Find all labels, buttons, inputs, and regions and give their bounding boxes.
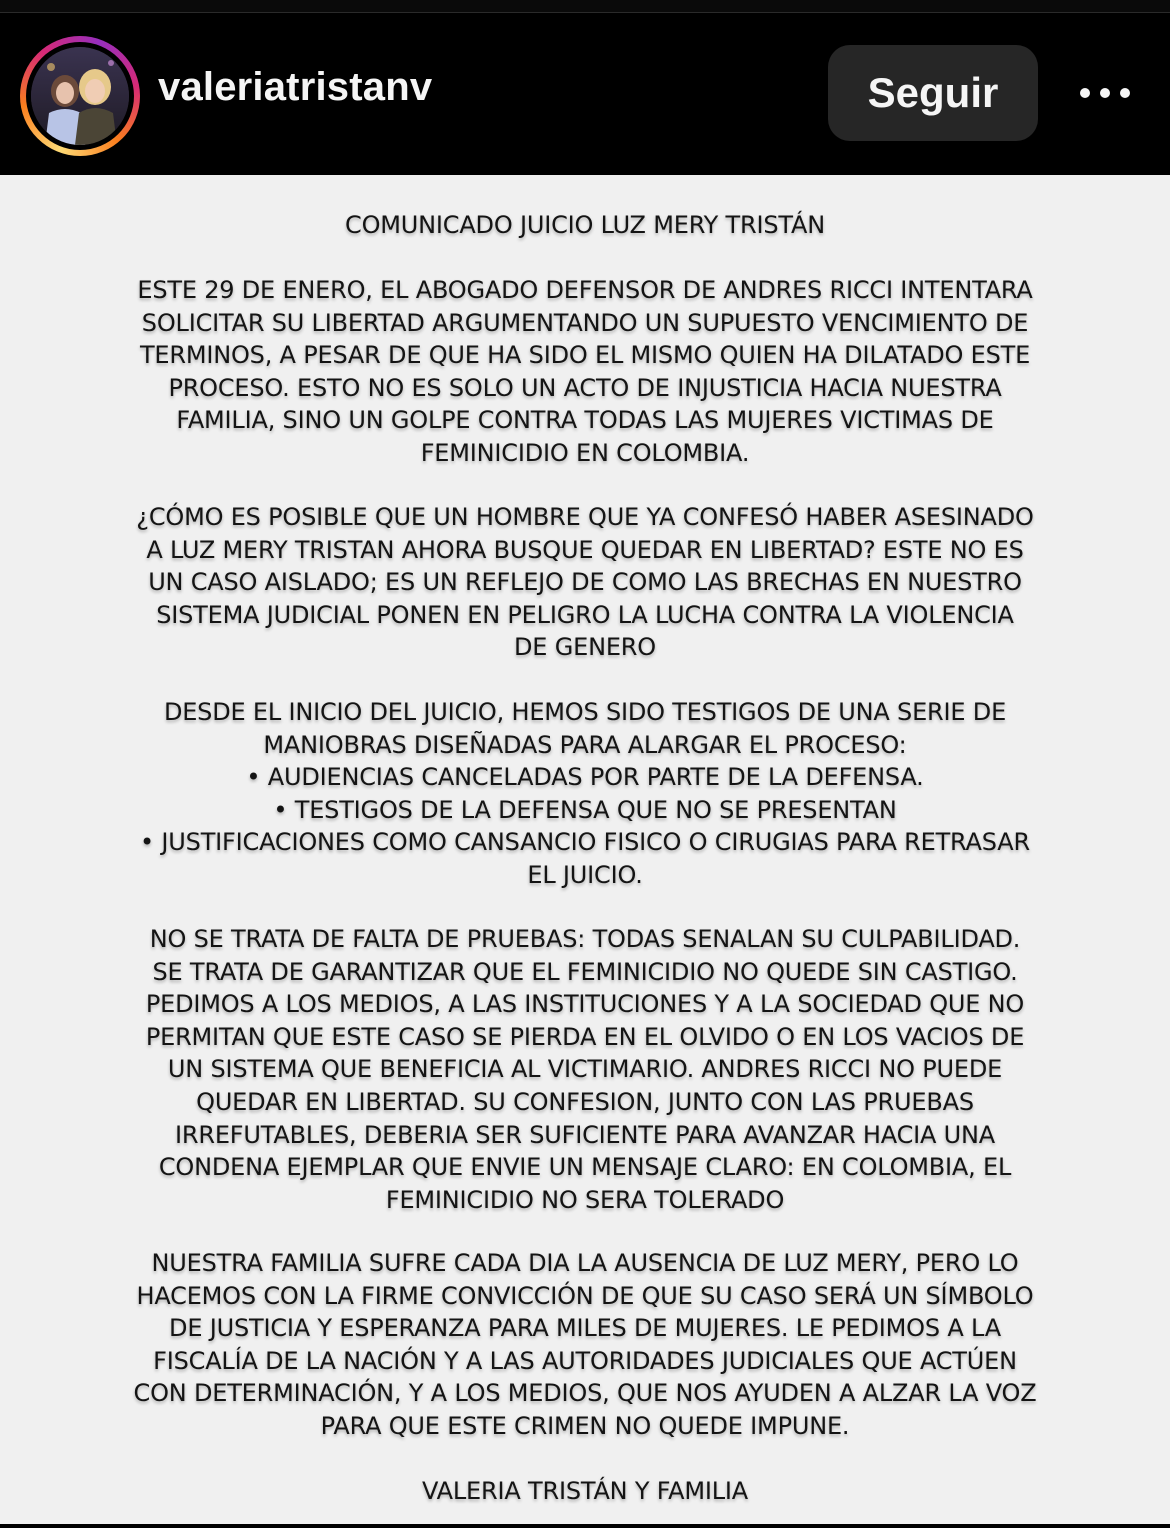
text-line: PERMITAN QUE ESTE CASO SE PIERDA EN EL OLVIDO O EN LOS VACIOS DE bbox=[145, 1022, 1025, 1051]
text-line: PROCESO. ESTO NO ES SOLO UN ACTO DE INJUSTICIA HACIA NUESTRA bbox=[168, 373, 1002, 402]
text-line: NO SE TRATA DE FALTA DE PRUEBAS: TODAS SENALAN SU CULPABILIDAD. bbox=[149, 925, 1021, 953]
list-item: • TESTIGOS DE LA DEFENSA QUE NO SE PRESENTAN bbox=[273, 795, 897, 824]
post-title: COMUNICADO JUICIO LUZ MERY TRISTÁN bbox=[345, 211, 825, 239]
avatar[interactable] bbox=[31, 47, 129, 145]
text-line: PEDIMOS A LOS MEDIOS, A LAS INSTITUCIONES Y A LA SOCIEDAD QUE NO bbox=[145, 990, 1025, 1019]
text-line: EL JUICIO. bbox=[527, 860, 643, 889]
more-horizontal-icon bbox=[1079, 87, 1131, 99]
paragraph-3 bbox=[120, 696, 1050, 892]
text-line: FEMINICIDIO EN COLOMBIA. bbox=[420, 438, 750, 467]
list-item: • AUDIENCIAS CANCELADAS POR PARTE DE LA DEFENSA. bbox=[246, 763, 924, 792]
paragraph-4 bbox=[120, 923, 1050, 1216]
text-line: HACEMOS CON LA FIRME CONVICCIÓN DE QUE SU CASO SERÁ UN SÍMBOLO bbox=[136, 1281, 1034, 1310]
text-line: UN SISTEMA QUE BENEFICIA AL VICTIMARIO. ANDRES RICCI NO PUEDE bbox=[167, 1055, 1003, 1084]
text-line: PARA QUE ESTE CRIMEN NO QUEDE IMPUNE. bbox=[320, 1411, 850, 1440]
paragraph-1 bbox=[120, 274, 1050, 470]
text-line: DESDE EL INICIO DEL JUICIO, HEMOS SIDO TESTIGOS DE UNA SERIE DE bbox=[163, 698, 1007, 726]
text-line: FISCALÍA DE LA NACIÓN Y A LAS AUTORIDADES JUDICIALES QUE ACTÚEN bbox=[153, 1346, 1017, 1375]
text-line: A LUZ MERY TRISTAN AHORA BUSQUE QUEDAR EN LIBERTAD? ESTE NO ES bbox=[146, 535, 1024, 564]
text-line: CON DETERMINACIÓN, Y A LOS MEDIOS, QUE NOS AYUDEN A ALZAR LA VOZ bbox=[133, 1379, 1037, 1408]
text-line: ¿CÓMO ES POSIBLE QUE UN HOMBRE QUE YA CONFESÓ HABER ASESINADO bbox=[136, 503, 1034, 531]
bottom-edge bbox=[0, 1524, 1170, 1528]
more-options-button[interactable] bbox=[1070, 65, 1140, 121]
text-line: QUEDAR EN LIBERTAD. SU CONFESION, JUNTO CON LAS PRUEBAS bbox=[196, 1087, 974, 1116]
text-line: NUESTRA FAMILIA SUFRE CADA DIA LA AUSENCIA DE LUZ MERY, PERO LO bbox=[151, 1249, 1019, 1277]
text-line: FEMINICIDIO NO SERA TOLERADO bbox=[385, 1185, 785, 1214]
text-line: ESTE 29 DE ENERO, EL ABOGADO DEFENSOR DE ANDRES RICCI INTENTARA bbox=[137, 276, 1033, 304]
follow-button[interactable]: Seguir bbox=[828, 45, 1038, 141]
post-header bbox=[0, 13, 1170, 175]
avatar-photo-icon bbox=[31, 47, 129, 145]
list-item: • JUSTIFICACIONES COMO CANSANCIO FISICO O CIRUGIAS PARA RETRASAR bbox=[140, 828, 1030, 857]
paragraph-2 bbox=[120, 501, 1050, 664]
text-line: DE JUSTICIA Y ESPERANZA PARA MILES DE MUJERES. LE PEDIMOS A LA bbox=[169, 1314, 1001, 1343]
text-line: SOLICITAR SU LIBERTAD ARGUMENTANDO UN SUPUESTO VENCIMIENTO DE bbox=[141, 308, 1029, 337]
story-ring[interactable] bbox=[20, 36, 140, 156]
text-line: SISTEMA JUDICIAL PONEN EN PELIGRO LA LUCHA CONTRA LA VIOLENCIA bbox=[156, 600, 1014, 629]
text-line: CONDENA EJEMPLAR QUE ENVIE UN MENSAJE CLARO: EN COLOMBIA, EL bbox=[158, 1153, 1012, 1182]
username-link[interactable]: valeriatristanv bbox=[158, 65, 433, 109]
text-line: UN CASO AISLADO; ES UN REFLEJO DE COMO LAS BRECHAS EN NUESTRO bbox=[148, 568, 1022, 597]
text-line: FAMILIA, SINO UN GOLPE CONTRA TODAS LAS MUJERES VICTIMAS DE bbox=[176, 406, 994, 435]
text-line: SE TRATA DE GARANTIZAR QUE EL FEMINICIDIO NO QUEDE SIN CASTIGO. bbox=[152, 957, 1018, 986]
status-divider bbox=[0, 0, 1170, 13]
paragraph-5 bbox=[120, 1247, 1050, 1443]
text-line: DE GENERO bbox=[514, 633, 656, 662]
text-line: TERMINOS, A PESAR DE QUE HA SIDO EL MISMO QUIEN HA DILATADO ESTE bbox=[139, 341, 1031, 370]
text-line: IRREFUTABLES, DEBERIA SER SUFICIENTE PARA AVANZAR HACIA UNA bbox=[174, 1120, 995, 1149]
signature: VALERIA TRISTÁN Y FAMILIA bbox=[421, 1477, 749, 1505]
text-line: MANIOBRAS DISEÑADAS PARA ALARGAR EL PROCESO: bbox=[263, 730, 907, 759]
